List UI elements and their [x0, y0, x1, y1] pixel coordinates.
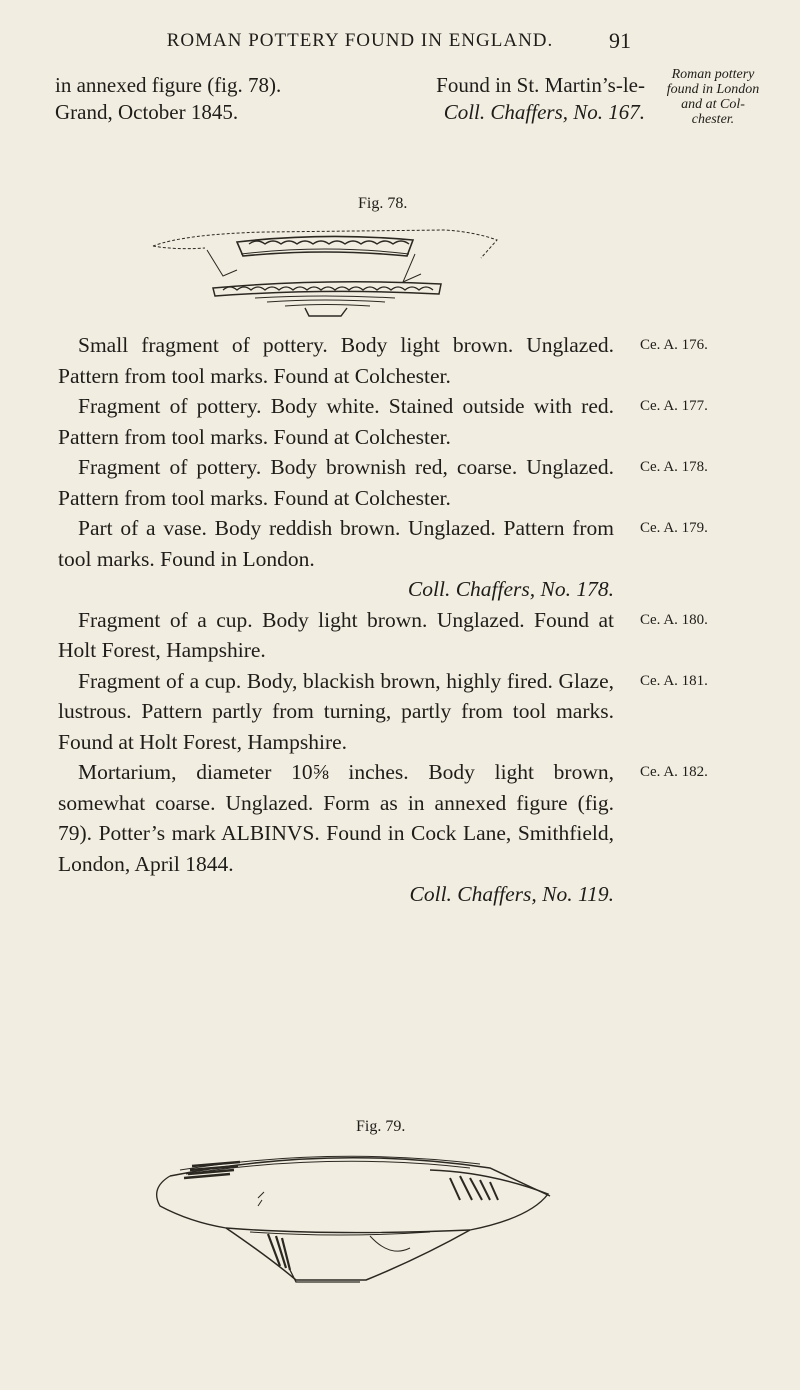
- entry-reference: Ce. A. 179.: [640, 520, 708, 536]
- entry-description: Mortarium, diameter 10⅝ inches. Body light brown, somewhat coarse. Unglazed. Form as in annexed figure (fig. 79). Potter’s mark ALBINVS. Found in Cock Lane, Smithfield, London, April 1844.: [58, 760, 614, 876]
- catalogue-entry: [58, 666, 795, 758]
- entry-collection: Coll. Chaffers, No. 178.: [407, 577, 614, 601]
- margin-note-line: and at Col-: [681, 97, 745, 112]
- figure-79-mortarium-drawing: [130, 1148, 570, 1288]
- continuation-line-1-right: Found in St. Martin’s-le-: [436, 73, 645, 97]
- entry-description: Fragment of a cup. Body, blackish brown, highly fired. Glaze, lustrous. Pattern partly from turning, partly from tool marks. Found at Holt Forest, Hampshire.: [58, 668, 614, 754]
- entry-reference: Ce. A. 178.: [640, 459, 708, 475]
- figure-78-caption: Fig. 78.: [358, 195, 408, 212]
- page-number: 91: [609, 28, 631, 53]
- entry-reference: Ce. A. 176.: [640, 337, 708, 353]
- figure-78-pottery-fragment-drawing: [145, 228, 505, 318]
- margin-note-line: found in London: [666, 82, 760, 97]
- catalogue-entry: [58, 605, 795, 666]
- running-title: ROMAN POTTERY FOUND IN ENGLAND.: [166, 30, 554, 51]
- entry-description: Small fragment of pottery. Body light brown. Unglazed. Pattern from tool marks. Found at Colchester.: [58, 333, 614, 388]
- continuation-paragraph: [55, 72, 645, 126]
- catalogue-entry: [58, 757, 795, 910]
- entry-description: Fragment of a cup. Body light brown. Unglazed. Found at Holt Forest, Hampshire.: [58, 607, 614, 662]
- margin-note-line: Roman pottery: [671, 67, 755, 82]
- entry-reference: Ce. A. 177.: [640, 398, 708, 414]
- catalogue-entry: [58, 513, 795, 605]
- entry-reference: Ce. A. 182.: [640, 764, 708, 780]
- continuation-line-1-left: in annexed figure (fig. 78).: [55, 73, 282, 97]
- figure-79-caption: Fig. 79.: [356, 1118, 406, 1135]
- collection-reference-167: Coll. Chaffers, No. 167.: [443, 100, 645, 124]
- entry-description: Part of a vase. Body reddish brown. Unglazed. Pattern from tool marks. Found in London.: [58, 516, 614, 571]
- entry-reference: Ce. A. 180.: [640, 611, 708, 628]
- catalogue-entry: [58, 452, 795, 513]
- catalogue-entry: [58, 391, 795, 452]
- margin-note-line: chester.: [691, 112, 735, 127]
- entry-description: Fragment of pottery. Body white. Stained outside with red. Pattern from tool marks. Found at Colchester.: [58, 394, 614, 449]
- entry-description: Fragment of pottery. Body brownish red, coarse. Unglazed. Pattern from tool marks. Found at Colchester.: [58, 455, 614, 510]
- catalogue-entry: [58, 330, 795, 391]
- entry-reference: Ce. A. 181.: [640, 672, 708, 689]
- continuation-line-2-left: Grand, October 1845.: [55, 100, 239, 124]
- entry-collection: Coll. Chaffers, No. 119.: [409, 882, 614, 906]
- catalogue-entries: [58, 330, 795, 910]
- margin-note: [638, 67, 788, 127]
